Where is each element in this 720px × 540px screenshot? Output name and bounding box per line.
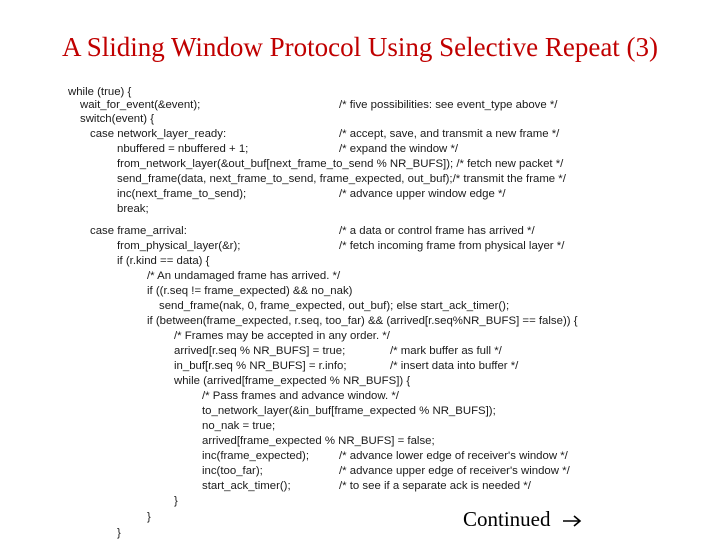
code-comment: /* mark buffer as full */ <box>390 345 502 357</box>
code-line: start_ack_timer(); <box>202 480 291 492</box>
code-line: arrived[r.seq % NR_BUFS] = true; <box>174 345 346 357</box>
code-comment: /* advance lower edge of receiver's window */ <box>339 450 568 462</box>
code-line: wait_for_event(&event); <box>80 99 201 111</box>
code-comment: /* a data or control frame has arrived */ <box>339 225 535 237</box>
code-comment: /* accept, save, and transmit a new frame */ <box>339 128 560 140</box>
code-line: switch(event) { <box>80 113 155 125</box>
code-line: } <box>174 495 178 507</box>
code-line: } <box>147 511 151 523</box>
code-line: from_physical_layer(&r); <box>117 240 241 252</box>
continued-link[interactable] <box>463 506 582 532</box>
code-comment: /* five possibilities: see event_type above */ <box>339 99 558 111</box>
code-line: while (true) { <box>68 86 132 98</box>
code-line: to_network_layer(&in_buf[frame_expected % NR_BUFS]); <box>202 405 496 417</box>
right-arrow-icon <box>562 514 582 528</box>
slide-title: A Sliding Window Protocol Using Selective Repeat (3) <box>61 32 659 62</box>
code-line: if (between(frame_expected, r.seq, too_far) && (arrived[r.seq%NR_BUFS] == false)) { <box>147 315 578 327</box>
code-line: from_network_layer(&out_buf[next_frame_to_send % NR_BUFS]); /* fetch new packet */ <box>117 158 564 170</box>
code-comment: /* advance upper edge of receiver's window */ <box>339 465 570 477</box>
code-line: arrived[frame_expected % NR_BUFS] = false; <box>202 435 435 447</box>
code-comment: /* advance upper window edge */ <box>339 188 506 200</box>
continued-label: Continued <box>463 507 551 531</box>
code-line: /* An undamaged frame has arrived. */ <box>147 270 341 282</box>
code-line: /* Pass frames and advance window. */ <box>202 390 399 402</box>
code-line: nbuffered = nbuffered + 1; <box>117 143 249 155</box>
code-line: inc(frame_expected); <box>202 450 309 462</box>
code-line: case network_layer_ready: <box>90 128 227 140</box>
code-line: case frame_arrival: <box>90 225 187 237</box>
code-line: send_frame(nak, 0, frame_expected, out_buf); else start_ack_timer(); <box>159 300 510 312</box>
code-line: in_buf[r.seq % NR_BUFS] = r.info; <box>174 360 347 372</box>
code-line: send_frame(data, next_frame_to_send, frame_expected, out_buf);/* transmit the frame */ <box>117 173 566 185</box>
code-line: if (r.kind == data) { <box>117 255 210 267</box>
code-line: /* Frames may be accepted in any order. */ <box>174 330 390 342</box>
code-line: if ((r.seq != frame_expected) && no_nak) <box>147 285 353 297</box>
code-line: } <box>117 527 121 539</box>
code-line: no_nak = true; <box>202 420 276 432</box>
code-line: break; <box>117 203 149 215</box>
code-comment: /* expand the window */ <box>339 143 459 155</box>
code-comment: /* to see if a separate ack is needed */ <box>339 480 531 492</box>
code-line: while (arrived[frame_expected % NR_BUFS]) { <box>174 375 411 387</box>
code-line: inc(next_frame_to_send); <box>117 188 247 200</box>
code-comment: /* fetch incoming frame from physical layer */ <box>339 240 565 252</box>
code-line: inc(too_far); <box>202 465 263 477</box>
code-comment: /* insert data into buffer */ <box>390 360 519 372</box>
